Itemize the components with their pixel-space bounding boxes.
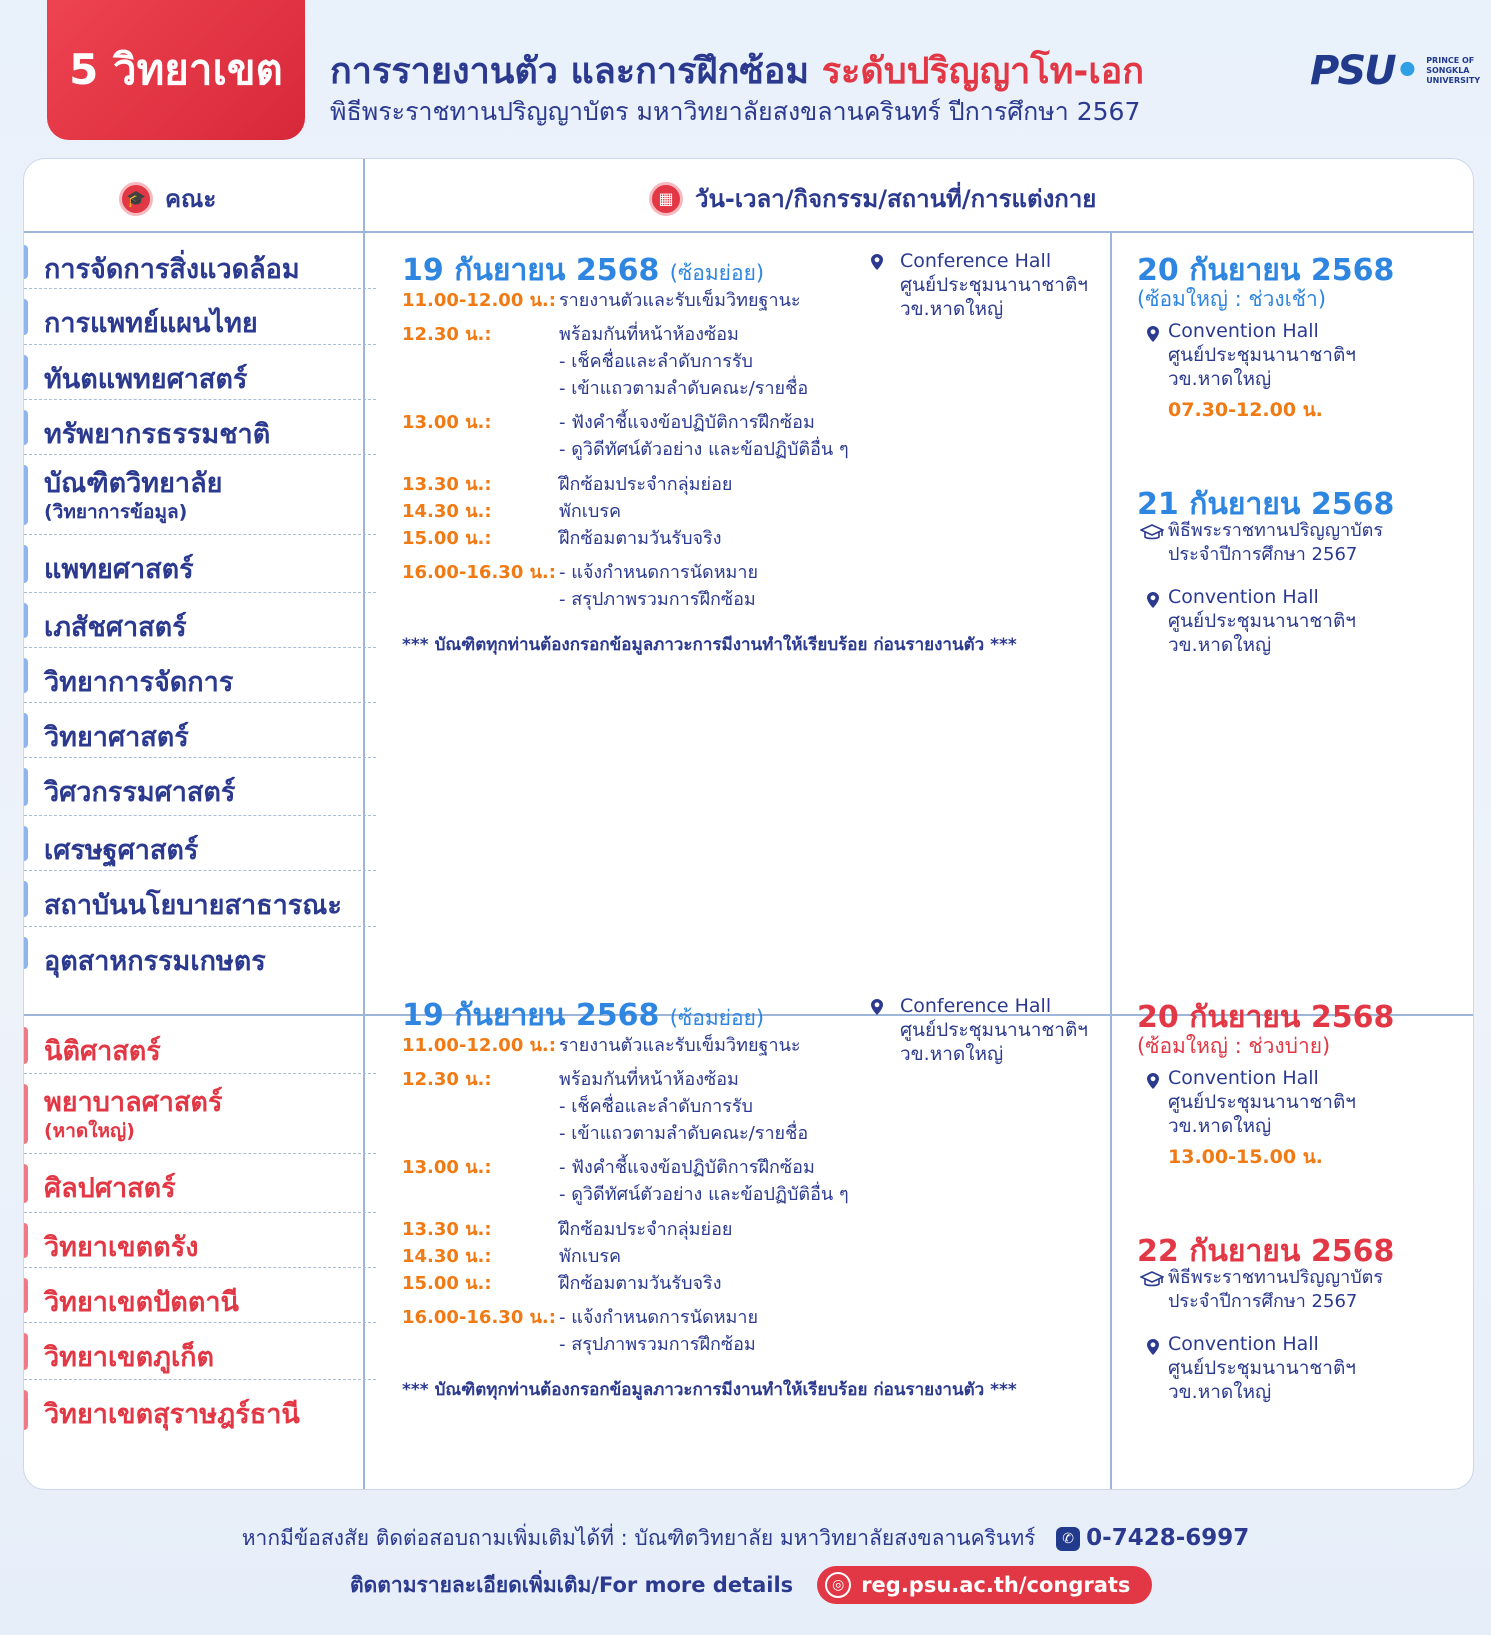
rehearsal-date-text: 19 กันยายน 2568: [402, 998, 660, 1033]
location-line: วข.หาดใหญ่: [1168, 634, 1272, 656]
faculty-row: [24, 535, 376, 593]
ceremony-line: พิธีพระราชทานปริญญาบัตร: [1168, 1267, 1383, 1288]
header-faculty: 🎓 คณะ: [119, 179, 216, 218]
schedule-item: [402, 1030, 942, 1054]
faculty-name: วิทยาศาสตร์: [44, 722, 189, 753]
location-pin-icon: [868, 998, 886, 1016]
faculty-name: การแพทย์แผนไทย: [44, 308, 258, 339]
schedule-item: [402, 523, 942, 547]
faculty-name: วิทยาเขตสุราษฎร์ธานี: [44, 1399, 300, 1430]
schedule-time: 16.00-16.30 น.:: [402, 1307, 556, 1328]
ceremony-text: [1168, 1266, 1383, 1314]
faculty-name: วิทยาเขตตรัง: [44, 1232, 199, 1263]
details-line: [350, 1566, 1152, 1604]
faculty-marker: [23, 658, 28, 693]
faculty-marker: [23, 1390, 28, 1430]
schedule-item: [402, 1268, 942, 1292]
schedule-time: 14.30 น.:: [402, 1246, 492, 1267]
faculty-name: ทรัพยากรธรรมชาติ: [44, 419, 271, 450]
faculty-name: วิทยาการจัดการ: [44, 667, 234, 698]
main-rehearsal-location: [1168, 1066, 1356, 1138]
contact-text: หากมีข้อสงสัย ติดต่อสอบถามเพิ่มเติมได้ที่ : บัณฑิตวิทยาลัย มหาวิทยาลัยสงขลานครินทร์: [241, 1526, 1036, 1550]
globe-icon: ◎: [825, 1572, 851, 1598]
faculty-row: [24, 1017, 376, 1074]
schedule-item: [402, 469, 942, 493]
faculty-marker: [23, 1333, 28, 1370]
schedule-time: 13.00 น.:: [402, 1157, 492, 1178]
schedule-time: 13.30 น.:: [402, 1219, 492, 1240]
page-title: [330, 42, 1144, 99]
schedule-item: [402, 1302, 942, 1326]
page-subtitle: พิธีพระราชทานปริญญาบัตร มหาวิทยาลัยสงขลานครินทร์ ปีการศึกษา 2567: [330, 97, 1141, 126]
location-line: วข.หาดใหญ่: [1168, 368, 1272, 390]
ceremony-date: 22 กันยายน 2568: [1137, 1234, 1395, 1269]
schedule-activity: - เช็คชื่อและลำดับการรับ: [559, 1096, 753, 1117]
schedule-time: 13.00 น.:: [402, 412, 492, 433]
faculty-row: [24, 1213, 376, 1268]
schedule-activity: - แจ้งกำหนดการนัดหมาย: [559, 1307, 759, 1328]
main-rehearsal-date: 20 กันยายน 2568: [1137, 1000, 1395, 1035]
schedule-item: [402, 346, 942, 370]
schedule-item: [402, 319, 942, 343]
faculty-marker: [23, 937, 28, 969]
schedule-activity: พักเบรค: [559, 501, 622, 522]
faculty-marker: [23, 881, 28, 917]
schedule-activity: พร้อมกันที่หน้าห้องซ้อม: [559, 1069, 739, 1090]
faculty-name: วิทยาเขตปัตตานี: [44, 1287, 239, 1318]
faculty-row: [24, 703, 376, 758]
campus-badge: [47, 0, 305, 140]
location-line: Conference Hall: [900, 995, 1052, 1017]
location-line: ศูนย์ประชุมนานาชาติฯ: [900, 1019, 1088, 1041]
schedule-item: [402, 407, 942, 431]
location-line: Convention Hall: [1168, 320, 1319, 342]
faculty-marker: [23, 1164, 28, 1203]
schedule-activity: ฝึกซ้อมประจำกลุ่มย่อย: [559, 1219, 733, 1240]
main-rehearsal-time: 07.30-12.00 น.: [1168, 399, 1323, 421]
rehearsal-location: [900, 249, 1088, 321]
graduation-cap-icon: 🎓: [119, 182, 153, 216]
employment-note: *** บัณฑิตทุกท่านต้องกรอกข้อมูลภาวะการมีงานทำให้เรียบร้อย ก่อนรายงานตัว ***: [402, 1380, 1017, 1400]
location-line: ศูนย์ประชุมนานาชาติฯ: [1168, 1357, 1356, 1379]
contact-line: [0, 1522, 1491, 1555]
schedule-item: [402, 496, 942, 520]
faculty-name: พยาบาลศาสตร์: [44, 1087, 223, 1118]
faculty-marker: [23, 1278, 28, 1313]
faculty-name: แพทยศาสตร์: [44, 554, 194, 585]
faculty-row: [24, 871, 376, 927]
location-pin-icon: [1144, 1072, 1162, 1090]
location-line: Convention Hall: [1168, 1067, 1319, 1089]
ceremony-date: 21 กันยายน 2568: [1137, 487, 1395, 522]
schedule-activity: - ฟังคำชี้แจงข้อปฏิบัติการฝึกซ้อม: [559, 412, 815, 433]
faculty-marker: [23, 299, 28, 335]
faculty-row: [24, 927, 376, 979]
faculty-name: วิศวกรรมศาสตร์: [44, 777, 236, 808]
location-line: วข.หาดใหญ่: [1168, 1115, 1272, 1137]
faculty-row: [24, 593, 376, 648]
faculty-row: [24, 400, 376, 455]
faculty-row: [24, 1323, 376, 1380]
faculty-name: เภสัชศาสตร์: [44, 612, 187, 643]
details-link[interactable]: [817, 1566, 1152, 1604]
faculty-marker: [23, 768, 28, 806]
schedule-activity: - สรุปภาพรวมการฝึกซ้อม: [559, 1334, 756, 1355]
schedule-time: 15.00 น.:: [402, 528, 492, 549]
faculty-row: [24, 648, 376, 703]
faculty-name: ศิลปศาสตร์: [44, 1173, 176, 1204]
schedule-activity: - เช็คชื่อและลำดับการรับ: [559, 351, 753, 372]
psu-logo: [1310, 48, 1480, 94]
schedule-activity: - ดูวิดีทัศน์ตัวอย่าง และข้อปฏิบัติอื่น ๆ: [559, 439, 849, 460]
schedule-activity: รายงานตัวและรับเข็มวิทยฐานะ: [559, 1035, 801, 1056]
contact-phone[interactable]: 0-7428-6997: [1086, 1525, 1250, 1551]
faculty-row: [24, 1154, 376, 1213]
ceremony-text: [1168, 519, 1383, 567]
schedule-time: 16.00-16.30 น.:: [402, 562, 556, 583]
schedule-time: 11.00-12.00 น.:: [402, 1035, 556, 1056]
faculty-row: [24, 289, 376, 345]
main-rehearsal-type: (ซ้อมใหญ่ : ช่วงบ่าย): [1137, 1034, 1331, 1058]
location-line: ศูนย์ประชุมนานาชาติฯ: [1168, 610, 1356, 632]
location-line: วข.หาดใหญ่: [1168, 1381, 1272, 1403]
schedule-activity: พักเบรค: [559, 1246, 622, 1267]
faculty-row: [24, 816, 376, 871]
rehearsal-type: (ซ้อมย่อย): [669, 1006, 765, 1030]
location-pin-icon: [1144, 591, 1162, 609]
faculty-marker: [23, 1084, 28, 1144]
location-line: วข.หาดใหญ่: [900, 1043, 1004, 1065]
logo-mark: PSU•: [1310, 48, 1419, 94]
faculty-row: [24, 345, 376, 400]
faculty-marker: [23, 355, 28, 390]
schedule-activity: รายงานตัวและรับเข็มวิทยฐานะ: [559, 290, 801, 311]
schedule-item: [402, 1064, 942, 1088]
ceremony-line: ประจำปีการศึกษา 2567: [1168, 1291, 1358, 1312]
schedule-activity: - สรุปภาพรวมการฝึกซ้อม: [559, 589, 756, 610]
details-label: ติดตามรายละเอียดเพิ่มเติม/For more details: [350, 1572, 794, 1597]
rehearsal-date-text: 19 กันยายน 2568: [402, 253, 660, 288]
faculty-name: สถาบันนโยบายสาธารณะ: [44, 890, 342, 921]
schedule-activity: - ฟังคำชี้แจงข้อปฏิบัติการฝึกซ้อม: [559, 1157, 815, 1178]
schedule-item: [402, 1118, 942, 1142]
faculty-subname: (วิทยาการข้อมูล): [44, 501, 188, 523]
schedule-activity: ฝึกซ้อมประจำกลุ่มย่อย: [559, 474, 733, 495]
schedule-time: 12.30 น.:: [402, 1069, 492, 1090]
title-main: การรายงานตัว และการฝึกซ้อม: [330, 51, 822, 92]
faculty-name: ทันตแพทยศาสตร์: [44, 364, 248, 395]
ceremony-line: พิธีพระราชทานปริญญาบัตร: [1168, 520, 1383, 541]
location-line: Convention Hall: [1168, 586, 1319, 608]
faculty-marker: [23, 545, 28, 583]
ceremony-location: [1168, 585, 1356, 657]
location-line: ศูนย์ประชุมนานาชาติฯ: [1168, 344, 1356, 366]
faculty-name: การจัดการสิ่งแวดล้อม: [44, 254, 300, 285]
schedule-card: [23, 158, 1474, 1490]
schedule-item: [402, 557, 942, 581]
schedule-item: [402, 434, 942, 458]
schedule-item: [402, 373, 942, 397]
details-url: reg.psu.ac.th/congrats: [861, 1573, 1131, 1597]
main-rehearsal-date: 20 กันยายน 2568: [1137, 253, 1395, 288]
main-rehearsal-location: [1168, 319, 1356, 391]
faculty-row: [24, 758, 376, 816]
rehearsal-location: [900, 994, 1088, 1066]
schedule-item: [402, 1152, 942, 1176]
header-schedule: ▦ วัน-เวลา/กิจกรรม/สถานที่/การแต่งกาย: [649, 179, 1096, 218]
schedule-time: 15.00 น.:: [402, 1273, 492, 1294]
rehearsal-type: (ซ้อมย่อย): [669, 261, 765, 285]
faculty-marker: [23, 245, 28, 279]
faculty-name: นิติศาสตร์: [44, 1036, 161, 1067]
faculty-name: บัณฑิตวิทยาลัย: [44, 468, 223, 499]
schedule-item: [402, 1091, 942, 1115]
faculty-marker: [23, 603, 28, 638]
faculty-subname: (หาดใหญ่): [44, 1120, 135, 1142]
location-line: Conference Hall: [900, 250, 1052, 272]
logo-text: PRINCE OF SONGKLA UNIVERSITY: [1426, 56, 1481, 85]
faculty-row: [24, 1268, 376, 1323]
faculty-row: [24, 1074, 376, 1154]
schedule-item: [402, 584, 942, 608]
location-line: ศูนย์ประชุมนานาชาติฯ: [900, 274, 1088, 296]
main-rehearsal-time: 13.00-15.00 น.: [1168, 1146, 1323, 1168]
schedule-time: 13.30 น.:: [402, 474, 492, 495]
schedule-activity: - เข้าแถวตามลำดับคณะ/รายชื่อ: [559, 1123, 809, 1144]
faculty-row: [24, 455, 376, 535]
calendar-icon: ▦: [649, 182, 683, 216]
schedule-activity: ฝึกซ้อมตามวันรับจริง: [559, 1273, 722, 1294]
schedule-activity: - แจ้งกำหนดการนัดหมาย: [559, 562, 759, 583]
divider: [1110, 231, 1112, 1489]
employment-note: *** บัณฑิตทุกท่านต้องกรอกข้อมูลภาวะการมีงานทำให้เรียบร้อย ก่อนรายงานตัว ***: [402, 635, 1017, 655]
graduation-cap-icon: [1140, 1270, 1164, 1290]
location-pin-icon: [1144, 1338, 1162, 1356]
schedule-item: [402, 1329, 942, 1353]
faculty-row: [24, 235, 376, 289]
faculty-marker: [23, 713, 28, 748]
faculty-marker: [23, 1027, 28, 1064]
ceremony-line: ประจำปีการศึกษา 2567: [1168, 544, 1358, 565]
faculty-marker: [23, 410, 28, 445]
location-pin-icon: [868, 253, 886, 271]
schedule-time: 12.30 น.:: [402, 324, 492, 345]
schedule-time: 14.30 น.:: [402, 501, 492, 522]
location-line: ศูนย์ประชุมนานาชาติฯ: [1168, 1091, 1356, 1113]
location-pin-icon: [1144, 325, 1162, 343]
schedule-activity: ฝึกซ้อมตามวันรับจริง: [559, 528, 722, 549]
faculty-marker: [23, 826, 28, 861]
schedule-activity: - เข้าแถวตามลำดับคณะ/รายชื่อ: [559, 378, 809, 399]
faculty-row: [24, 1380, 376, 1440]
schedule-item: [402, 285, 942, 309]
campus-badge-label: 5 วิทยาเขต: [69, 45, 283, 94]
title-accent: ระดับปริญญาโท-เอก: [821, 51, 1145, 92]
divider: [24, 231, 1473, 233]
phone-icon: ✆: [1056, 1527, 1080, 1551]
ceremony-location: [1168, 1332, 1356, 1404]
faculty-marker: [23, 1223, 28, 1258]
schedule-activity: - ดูวิดีทัศน์ตัวอย่าง และข้อปฏิบัติอื่น ๆ: [559, 1184, 849, 1205]
main-rehearsal-type: (ซ้อมใหญ่ : ช่วงเช้า): [1137, 287, 1327, 311]
faculty-marker: [23, 465, 28, 525]
faculty-name: เศรษฐศาสตร์: [44, 835, 199, 866]
faculty-name: อุตสาหกรรมเกษตร: [44, 946, 266, 977]
location-line: วข.หาดใหญ่: [900, 298, 1004, 320]
schedule-activity: พร้อมกันที่หน้าห้องซ้อม: [559, 324, 739, 345]
location-line: Convention Hall: [1168, 1333, 1319, 1355]
graduation-cap-icon: [1140, 523, 1164, 543]
schedule-time: 11.00-12.00 น.:: [402, 290, 556, 311]
schedule-item: [402, 1241, 942, 1265]
faculty-name: วิทยาเขตภูเก็ต: [44, 1342, 215, 1373]
schedule-item: [402, 1179, 942, 1203]
schedule-item: [402, 1214, 942, 1238]
